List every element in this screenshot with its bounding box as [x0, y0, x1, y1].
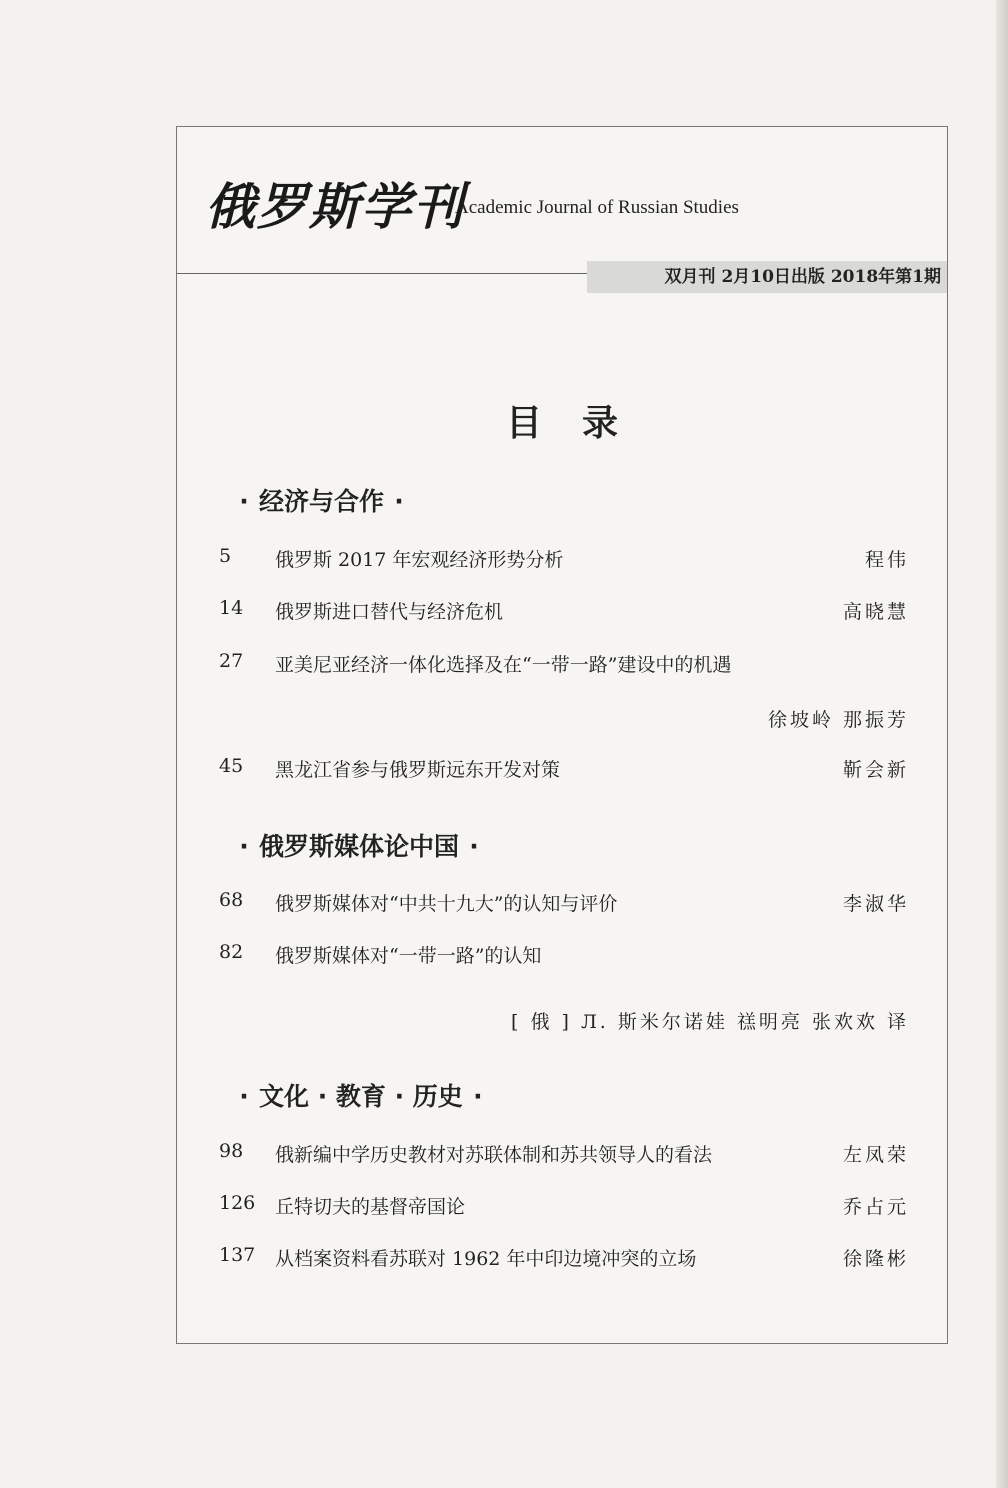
article-author: 左凤荣 [842, 1144, 909, 1166]
toc-title: 目录 [505, 403, 658, 444]
article-author: 徐隆彬 [842, 1248, 909, 1270]
toc-entry[interactable] [219, 1192, 909, 1220]
journal-english-title: Academic Journal of Russian Studies [455, 197, 739, 218]
article-author: 程伟 [864, 549, 909, 571]
toc-entry[interactable] [219, 941, 909, 969]
toc-entry[interactable] [219, 1244, 909, 1272]
article-title: 亚美尼亚经济一体化选择及在“一带一路”建设中的机遇 [275, 654, 732, 676]
page-number: 137 [219, 1244, 256, 1266]
article-title: 黑龙江省参与俄罗斯远东开发对策 [275, 759, 561, 781]
toc-entry[interactable] [219, 1140, 909, 1168]
section-heading: · 经济与合作 · [239, 487, 404, 516]
section-heading: · 俄罗斯媒体论中国 · [239, 832, 479, 861]
article-title: 俄罗斯媒体对“一带一路”的认知 [275, 945, 542, 967]
article-title: 俄罗斯进口替代与经济危机 [275, 601, 504, 623]
page-number: 5 [219, 545, 232, 567]
page-number: 27 [219, 650, 244, 672]
article-author: 高晓慧 [842, 601, 909, 623]
toc-entry[interactable] [219, 650, 909, 678]
article-author: 徐坡岭 那振芳 [767, 709, 909, 731]
page-number: 98 [219, 1140, 244, 1162]
toc-entry[interactable] [219, 889, 909, 917]
page-number: 82 [219, 941, 244, 963]
article-author: 乔占元 [842, 1196, 909, 1218]
toc-entry[interactable] [219, 545, 909, 573]
article-title: 从档案资料看苏联对 1962 年中印边境冲突的立场 [275, 1248, 697, 1270]
masthead [177, 127, 947, 273]
toc-frame [176, 126, 948, 1344]
article-title: 俄新编中学历史教材对苏联体制和苏共领导人的看法 [275, 1144, 713, 1166]
toc-entry[interactable] [219, 755, 909, 783]
page-edge [996, 0, 1008, 1488]
article-author: 靳会新 [842, 759, 909, 781]
article-author: 李淑华 [842, 893, 909, 915]
article-title: 俄罗斯媒体对“中共十九大”的认知与评价 [275, 893, 618, 915]
article-author: [ 俄 ] Л. 斯米尔诺娃 禚明亮 张欢欢 译 [511, 1011, 909, 1033]
toc-entry[interactable] [219, 597, 909, 625]
article-title: 丘特切夫的基督帝国论 [275, 1196, 466, 1218]
page-number: 126 [219, 1192, 256, 1214]
page-number: 68 [219, 889, 244, 911]
article-title: 俄罗斯 2017 年宏观经济形势分析 [275, 549, 564, 571]
issue-info: 双月刊 2月10日出版 2018年第1期 [587, 261, 947, 293]
page-number: 45 [219, 755, 244, 777]
journal-logo: 俄罗斯学刊 [205, 177, 465, 236]
section-heading: · 文化 · 教育 · 历史 · [239, 1082, 483, 1111]
page-number: 14 [219, 597, 244, 619]
